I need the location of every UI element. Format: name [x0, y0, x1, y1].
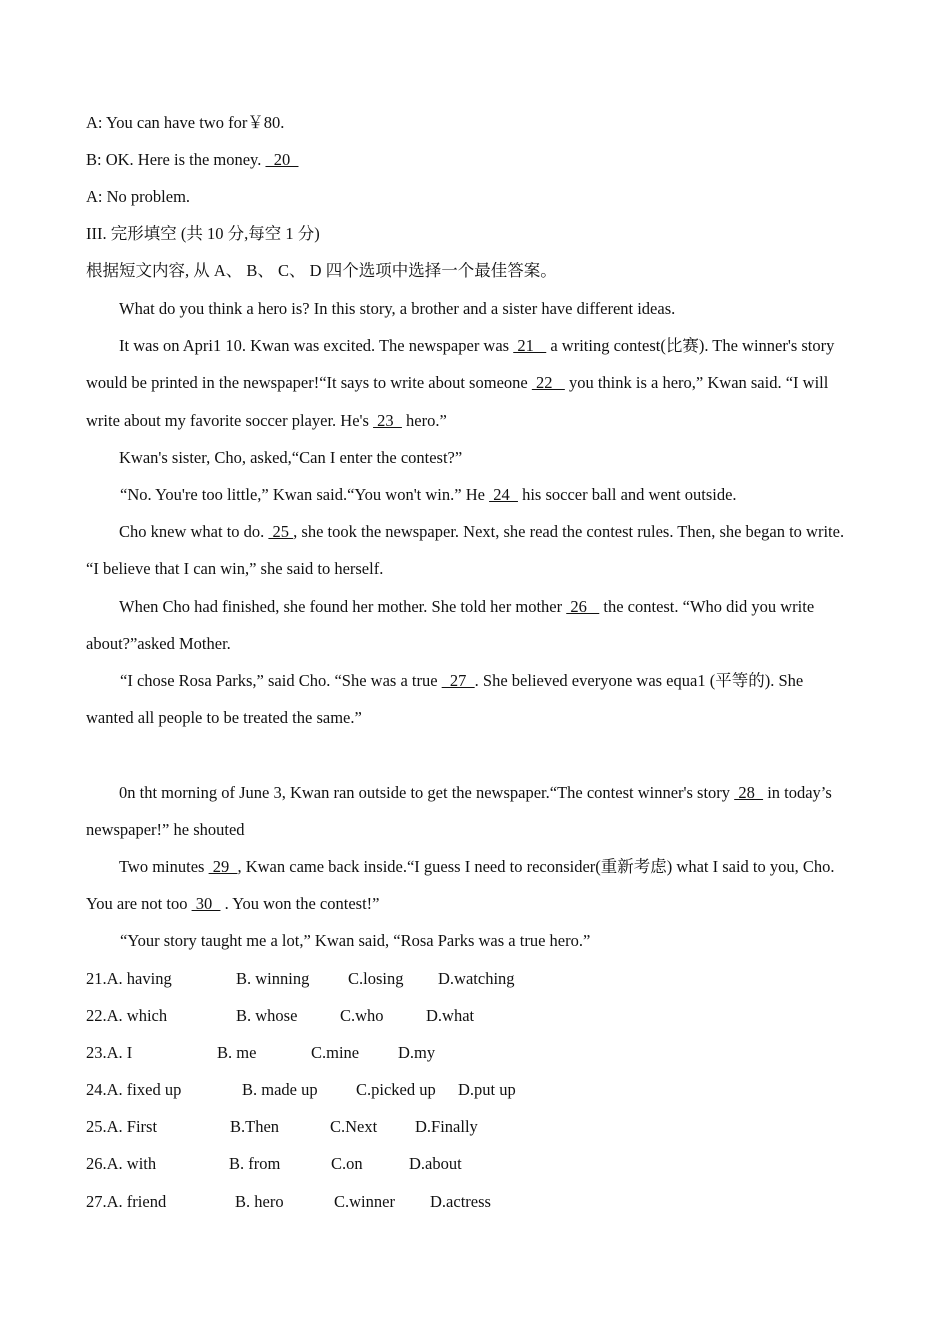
option-c: C.Next [330, 1117, 378, 1136]
option-c: C.on [331, 1154, 363, 1173]
dialog-line-b1: B: OK. Here is the money. 20 [86, 150, 299, 169]
option-a: 27.A. friend [86, 1192, 167, 1211]
blank-22: 22 [531, 373, 565, 392]
option-c: C.who [340, 1006, 384, 1025]
option-c: C.mine [311, 1043, 360, 1062]
passage-paragraph: What do you think a hero is? In this story, a brother and a sister have different ideas. [119, 299, 676, 318]
blank-28: 28 [734, 783, 764, 802]
passage-line: write about my favorite soccer player. He's 23 hero.” [86, 411, 447, 430]
passage-paragraph: “I chose Rosa Parks,” said Cho. “She was a true 27 . She believed everyone was equa1 (平等的). She [120, 671, 804, 690]
option-a: 21.A. having [86, 969, 172, 988]
option-b: B. me [217, 1043, 257, 1062]
passage-line: You are not too 30 . You won the contest!” [86, 894, 380, 913]
blank-30: 30 [191, 894, 221, 913]
option-b: B. from [229, 1154, 281, 1173]
option-b: B. whose [236, 1006, 298, 1025]
passage-line: would be printed in the newspaper!“It says to write about someone 22 you think is a hero,” Kwan said. “I will [86, 373, 829, 392]
passage-paragraph: Kwan's sister, Cho, asked,“Can I enter the contest?” [119, 448, 463, 467]
option-d: D.what [426, 1006, 475, 1025]
option-d: D.actress [430, 1192, 491, 1211]
passage-paragraph: “No. You're too little,” Kwan said.“You won't win.” He 24 his soccer ball and went outside. [120, 485, 737, 504]
option-d: D.about [409, 1154, 462, 1173]
option-d: D.Finally [415, 1117, 478, 1136]
passage-paragraph: When Cho had finished, she found her mother. She told her mother 26 the contest. “Who did you write [119, 597, 815, 616]
question-21 [86, 969, 606, 989]
blank-20: 20 [265, 150, 299, 169]
option-b: B. made up [242, 1080, 318, 1099]
blank-27: 27 [441, 671, 475, 690]
question-22 [86, 1006, 606, 1026]
option-a: 23.A. I [86, 1043, 133, 1062]
question-25 [86, 1117, 606, 1137]
option-c: C.picked up [356, 1080, 436, 1099]
question-23 [86, 1043, 606, 1063]
dialog-line-a1: A: You can have two for￥80. [86, 113, 285, 132]
blank-25: 25 [268, 522, 294, 541]
option-d: D.my [398, 1043, 436, 1062]
blank-21: 21 [513, 336, 547, 355]
option-a: 25.A. First [86, 1117, 158, 1136]
option-a: 26.A. with [86, 1154, 157, 1173]
blank-26: 26 [566, 597, 600, 616]
question-27 [86, 1192, 606, 1212]
option-d: D.put up [458, 1080, 516, 1099]
option-d: D.watching [438, 969, 515, 988]
passage-paragraph: It was on Apri1 10. Kwan was excited. The newspaper was 21 a writing contest(比赛). The winner's story [119, 336, 835, 355]
passage-paragraph: “Your story taught me a lot,” Kwan said, “Rosa Parks was a true hero.” [120, 931, 591, 950]
question-26 [86, 1154, 606, 1174]
section-heading: III. 完形填空 (共 10 分,每空 1 分) [86, 224, 320, 243]
option-a: 22.A. which [86, 1006, 168, 1025]
passage-line: newspaper!” he shouted [86, 820, 245, 839]
section-instruction: 根据短文内容, 从 A、 B、 C、 D 四个选项中选择一个最佳答案。 [86, 261, 557, 280]
passage-paragraph: Two minutes 29 , Kwan came back inside.“I guess I need to reconsider(重新考虑) what I said to you, Cho. [119, 857, 835, 876]
option-b: B. winning [236, 969, 310, 988]
blank-23: 23 [373, 411, 402, 430]
dialog-line-a2: A: No problem. [86, 187, 191, 206]
blank-29: 29 [208, 857, 238, 876]
option-b: B.Then [230, 1117, 280, 1136]
passage-line: wanted all people to be treated the same.” [86, 708, 362, 727]
option-b: B. hero [235, 1192, 284, 1211]
passage-paragraph: 0n tht morning of June 3, Kwan ran outside to get the newspaper.“The contest winner's story 28 in today’s [119, 783, 832, 802]
question-24 [86, 1080, 606, 1100]
option-c: C.winner [334, 1192, 395, 1211]
option-c: C.losing [348, 969, 404, 988]
passage-line: “I believe that I can win,” she said to herself. [86, 559, 384, 578]
option-a: 24.A. fixed up [86, 1080, 182, 1099]
passage-paragraph: Cho knew what to do. 25 , she took the newspaper. Next, she read the contest rules. Then, she began to write. [119, 522, 845, 541]
passage-line: about?”asked Mother. [86, 634, 231, 653]
blank-24: 24 [489, 485, 518, 504]
